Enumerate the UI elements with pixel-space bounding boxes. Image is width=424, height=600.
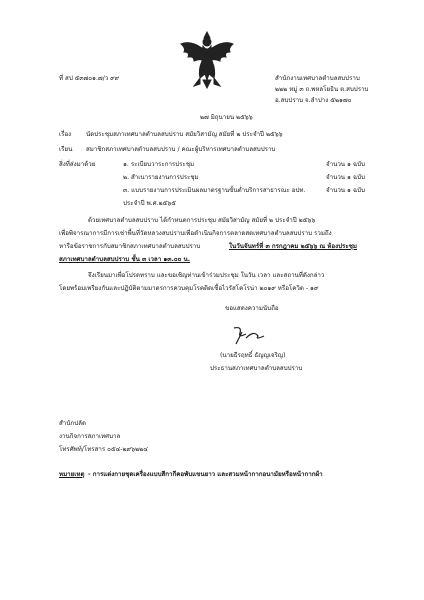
attachment-item: ๓. แบบรายงานการประเมินผลมาตรฐานขั้นต่ำบริการสาธารณะ อปท. <box>123 187 306 194</box>
letter-date: ๒๗ มิถุนายน ๒๕๖๖ <box>200 114 253 121</box>
org-name-line: สำนักงานเทศบาลตำบลสบปราบ <box>275 75 360 82</box>
to-text: สมาชิกสภาเทศบาลตำบลสบปราบ / คณะผู้บริหารเทศบาลตำบลสบปราบ <box>86 146 276 153</box>
signer-position: ประธานสภาเทศบาลตำบลสบปราบ <box>210 365 303 372</box>
attachment-qty: จำนวน ๑ ฉบับ <box>326 174 365 181</box>
body-paragraph-line: จึงเรียนมาเพื่อโปรดทราบ และขอเชิญท่านเข้าร่วมประชุม ในวัน เวลา และสถานที่ดังกล่าว <box>88 272 325 279</box>
attachments-label: สิ่งที่ส่งมาด้วย <box>59 161 96 168</box>
closing-salutation: ขอแสดงความนับถือ <box>225 305 279 312</box>
body-paragraph-line: โดยพร้อมเพรียงกันและปฏิบัติตามมาตรการควบคุมโรคติดเชื้อไวรัสโคโรน่า ๒๐๑๙ หรือโควิด - ๑๙ <box>59 285 319 292</box>
attachment-item: ๑. ระเบียบวาระการประชุม <box>123 161 195 168</box>
body-paragraph-line: ด้วยเทศบาลตำบลสบปราบ ได้กำหนดการประชุม สมัยวิสามัญ สมัยที่ ๒ ประจำปี ๒๕๖๖ <box>88 217 316 224</box>
reference-number: ที่ สป ๕๓๗๐๑.๗/ว ๙๙ <box>59 75 120 82</box>
attachment-qty: จำนวน ๑ ฉบับ <box>326 187 365 194</box>
signature-icon <box>228 324 268 346</box>
attachment-qty: จำนวน ๑ ฉบับ <box>326 161 365 168</box>
garuda-emblem-icon <box>178 30 236 90</box>
body-paragraph-line: เพื่อพิจารณาการมีการเช่าพื้นที่วัดหลวงสบปราบเพื่อดำเนินกิจการตลาดสดเทศบาลตำบลสบปราบ รวมถึง <box>59 230 332 237</box>
to-label: เรียน <box>59 146 73 153</box>
attachment-item: ๒. สำเนารายงานการประชุม <box>123 174 199 181</box>
subject-label: เรื่อง <box>59 131 72 138</box>
signer-name: (นายธีรฤทธิ์ ธัญญเจริญ) <box>220 352 286 359</box>
meeting-datetime-emphasis: ในวันจันทร์ที่ ๓ กรกฎาคม ๒๕๖๖ ณ ห้องประชุม <box>229 243 357 250</box>
body-paragraph-line: หารือข้อราชการกับสมาชิกสภาเทศบาลตำบลสบปราบ <box>59 243 201 250</box>
org-address-line: ๒๒๒ หมู่ ๓ ถ.พหลโยธิน ต.สบปราบ <box>275 86 369 93</box>
meeting-place-emphasis: สภาเทศบาลตำบลสบปราบ ชั้น ๓ เวลา ๑๓.๐๐ น. <box>59 256 191 263</box>
org-address-line: อ.สบปราบ จ.ลำปาง ๕๒๑๗๐ <box>275 97 352 104</box>
note-label: หมายเหตุ <box>59 471 85 478</box>
contact-line: สำนักปลัด <box>59 420 86 427</box>
contact-line: งานกิจการสภาเทศบาล <box>59 433 121 440</box>
attachment-item-continued: ประจำปี พ.ศ.๒๕๖๕ <box>123 200 176 207</box>
note-text: - การแต่งกายชุดเครื่องแบบสีกากีคอพับแขนยาว และสวมหน้ากากอนามัยหรือหน้ากากผ้า <box>88 471 323 478</box>
contact-phone: โทรศัพท์/โทรสาร ๐๕๔-๒๙๖๒๒๔ <box>59 446 148 453</box>
subject-text: นัดประชุมสภาเทศบาลตำบลสบปราบ สมัยวิสามัญ สมัยที่ ๒ ประจำปี ๒๕๖๖ <box>86 131 283 138</box>
